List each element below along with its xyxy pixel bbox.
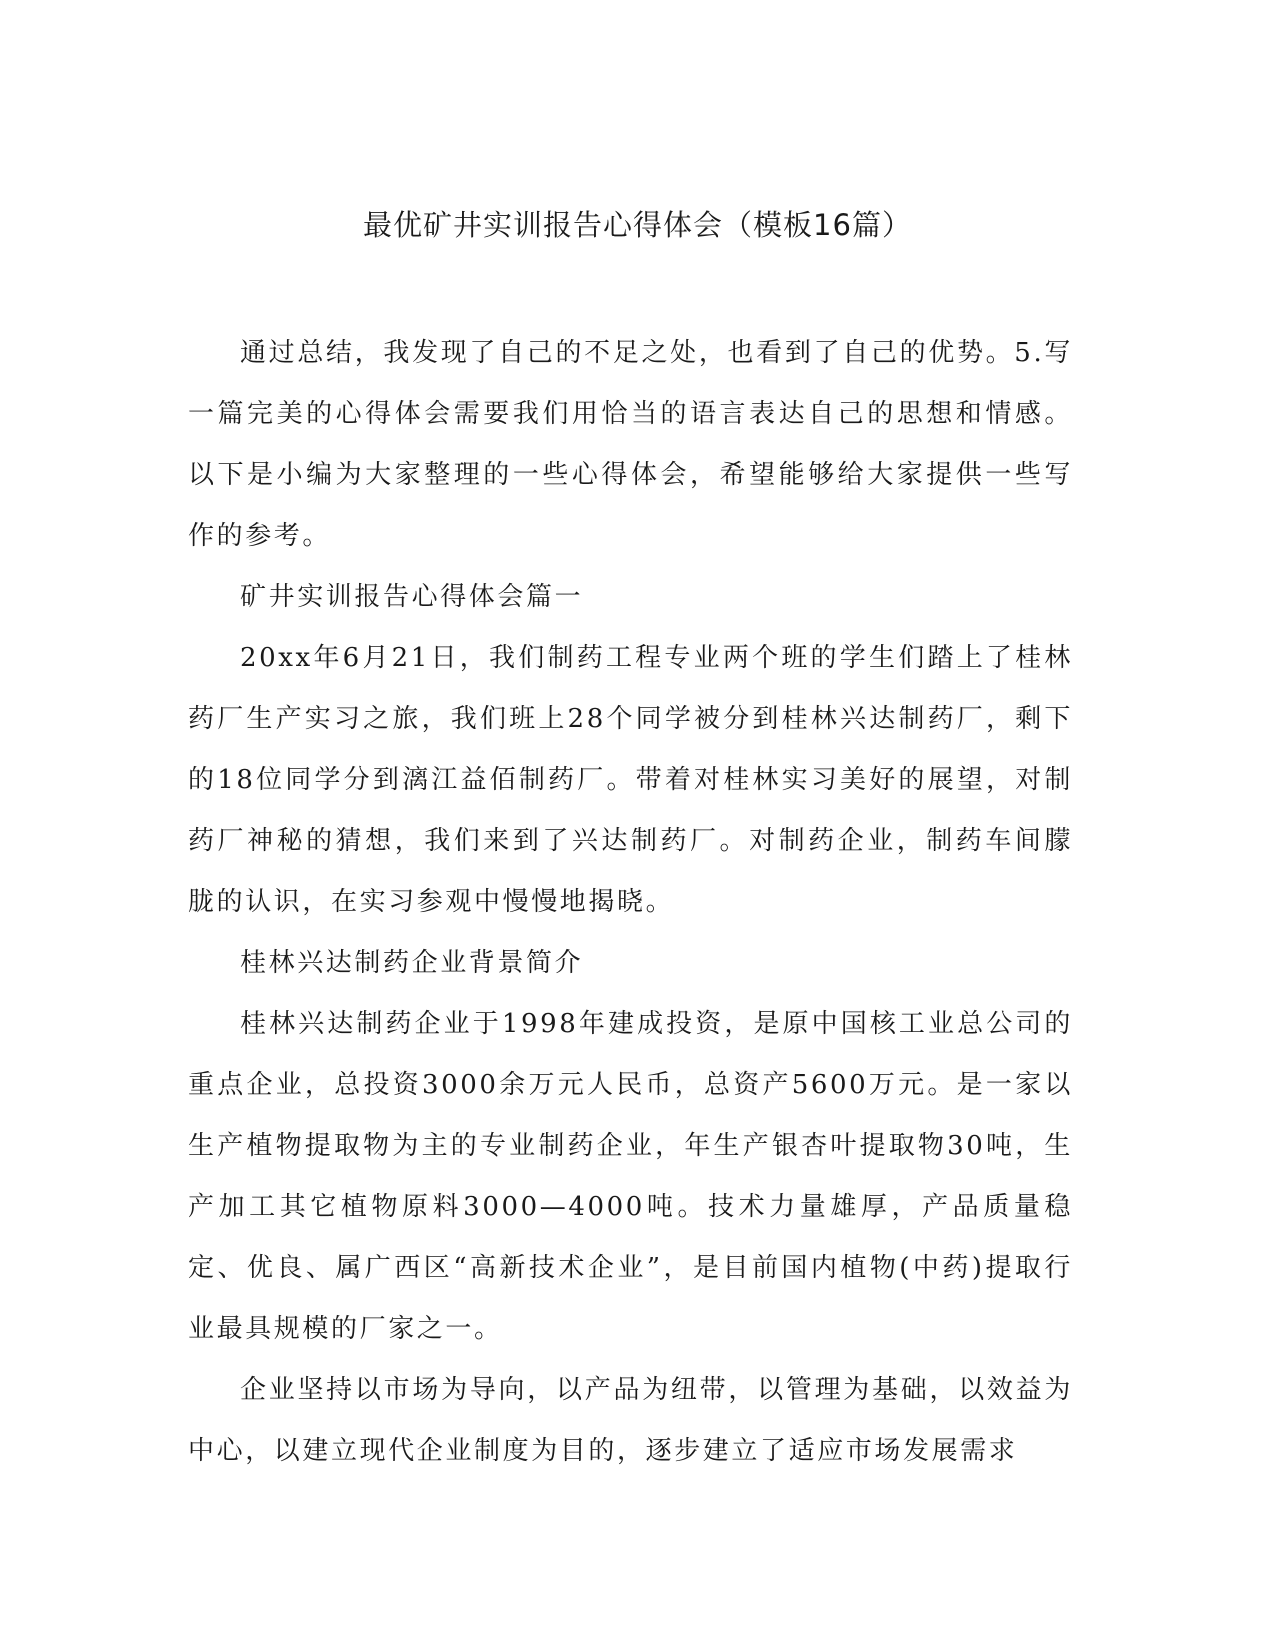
paragraph-company-strategy: 企业坚持以市场为导向，以产品为纽带，以管理为基础，以效益为中心，以建立现代企业制度为目的，逐步建立了适应市场发展需求 — [188, 1375, 1073, 1466]
document-title: 最优矿井实训报告心得体会（模板16篇） — [363, 208, 912, 242]
paragraph-intro: 通过总结，我发现了自己的不足之处，也看到了自己的优势。5.写一篇完美的心得体会需要我们用恰当的语言表达自己的思想和情感。以下是小编为大家整理的一些心得体会，希望能够给大家提供一些写作的参考。 — [188, 338, 1073, 551]
section-heading-1: 矿井实训报告心得体会篇一 — [240, 582, 584, 612]
section-heading-2: 桂林兴达制药企业背景简介 — [240, 948, 584, 978]
paragraph-company-background: 桂林兴达制药企业于1998年建成投资，是原中国核工业总公司的重点企业，总投资3000余万元人民币，总资产5600万元。是一家以生产植物提取物为主的专业制药企业，年生产银杏叶提取物30吨，生产加工其它植物原料3000—4000吨。技术力量雄厚，产品质量稳定、优良、属广西区“高新技术企业”，是目前国内植物(中药)提取行业最具规模的厂家之一。 — [188, 1009, 1073, 1344]
paragraph-internship: 20xx年6月21日，我们制药工程专业两个班的学生们踏上了桂林药厂生产实习之旅，我们班上28个同学被分到桂林兴达制药厂，剩下的18位同学分到漓江益佰制药厂。带着对桂林实习美好的展望，对制药厂神秘的猜想，我们来到了兴达制药厂。对制药企业，制药车间朦胧的认识，在实习参观中慢慢地揭晓。 — [188, 643, 1073, 917]
document-body — [188, 323, 1073, 1482]
